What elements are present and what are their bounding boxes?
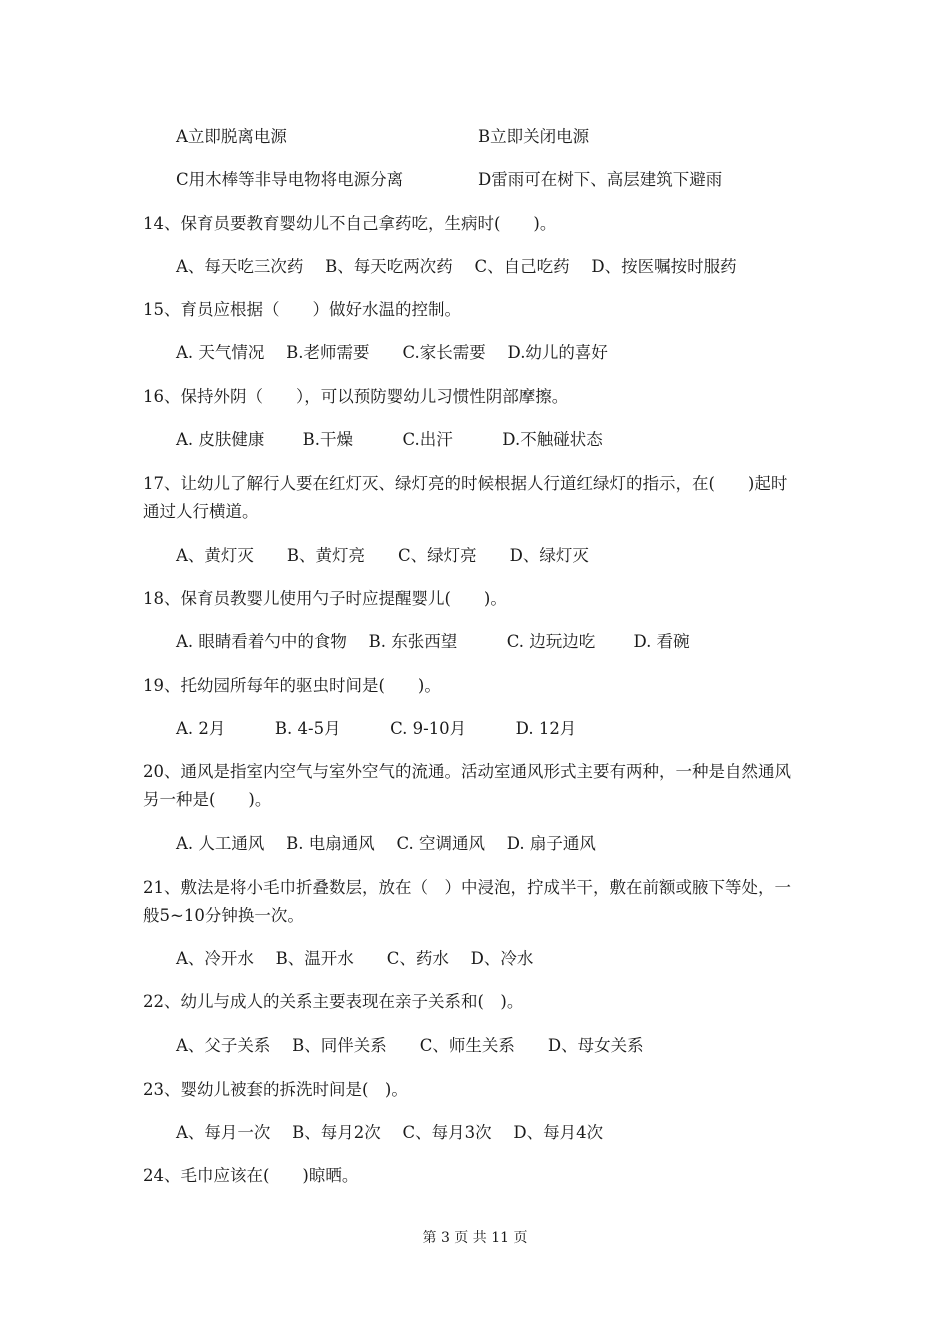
options-line: A. 眼睛看着勺中的食物 B. 东张西望 C. 边玩边吃 D. 看碗 xyxy=(176,632,690,651)
page-footer: 第 3 页 共 11 页 xyxy=(422,1230,528,1246)
options-line: A. 皮肤健康 B.干燥 C.出汗 D.不触碰状态 xyxy=(176,430,603,449)
question-continuation: 另一种是( )。 xyxy=(143,790,272,809)
question-text: 23、婴幼儿被套的拆洗时间是( )。 xyxy=(143,1080,408,1099)
options-line: A、父子关系 B、同伴关系 C、师生关系 D、母女关系 xyxy=(176,1036,644,1055)
question-text: 18、保育员教婴儿使用勺子时应提醒婴儿( )。 xyxy=(143,589,507,608)
options-line: A. 天气情况 B.老师需要 C.家长需要 D.幼儿的喜好 xyxy=(176,343,608,362)
question-text: 19、托幼园所每年的驱虫时间是( )。 xyxy=(143,676,441,695)
question-text: 16、保持外阴（ ），可以预防婴幼儿习惯性阴部摩擦。 xyxy=(143,387,569,406)
option-text: D雷雨可在树下、高层建筑下避雨 xyxy=(478,170,723,189)
option-text: B立即关闭电源 xyxy=(478,127,590,146)
question-continuation: 般5~10分钟换一次。 xyxy=(143,906,304,925)
options-line: A. 人工通风 B. 电扇通风 C. 空调通风 D. 扇子通风 xyxy=(176,834,596,853)
question-text: 20、通风是指室内空气与室外空气的流通。活动室通风形式主要有两种，一种是自然通风 xyxy=(143,762,791,781)
options-line: A、每天吃三次药 B、每天吃两次药 C、自己吃药 D、按医嘱按时服药 xyxy=(176,257,737,276)
option-text: C用木棒等非导电物将电源分离 xyxy=(176,170,404,189)
option-text: A立即脱离电源 xyxy=(176,127,287,146)
options-line: A、每月一次 B、每月2次 C、每月3次 D、每月4次 xyxy=(176,1123,604,1142)
options-line: A、冷开水 B、温开水 C、药水 D、冷水 xyxy=(176,949,534,968)
options-line: A. 2月 B. 4-5月 C. 9-10月 D. 12月 xyxy=(176,719,577,738)
question-continuation: 通过人行横道。 xyxy=(143,502,259,521)
question-text: 24、毛巾应该在( )晾晒。 xyxy=(143,1166,359,1185)
question-text: 14、保育员要教育婴幼儿不自己拿药吃，生病时( )。 xyxy=(143,214,557,233)
question-text: 21、敷法是将小毛巾折叠数层，放在（ ）中浸泡，拧成半干，敷在前额或腋下等处，一 xyxy=(143,878,791,897)
question-text: 22、幼儿与成人的关系主要表现在亲子关系和( )。 xyxy=(143,992,524,1011)
options-line: A、黄灯灭 B、黄灯亮 C、绿灯亮 D、绿灯灭 xyxy=(176,546,589,565)
question-text: 15、育员应根据（ ）做好水温的控制。 xyxy=(143,300,461,319)
question-text: 17、让幼儿了解行人要在红灯灭、绿灯亮的时候根据人行道红绿灯的指示，在( )起时 xyxy=(143,474,788,493)
